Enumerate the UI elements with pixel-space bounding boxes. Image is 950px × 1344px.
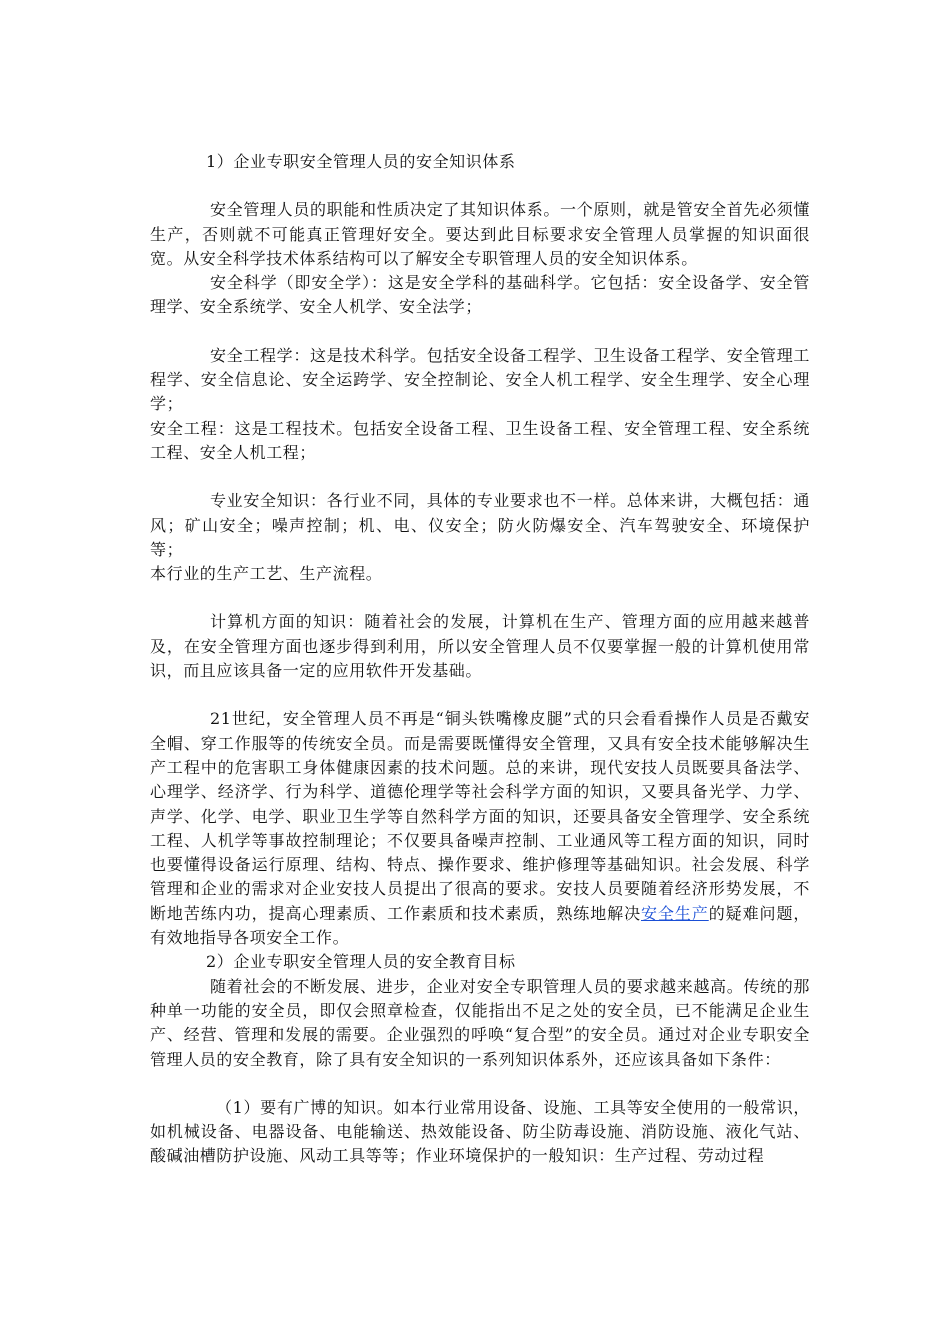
paragraph-safety-science: 安全科学（即安全学）：这是安全学科的基础科学。它包括：安全设备学、安全管理学、安全系统学、安全人机学、安全法学； <box>150 273 810 317</box>
document-page <box>150 150 810 1169</box>
section-2-heading: 2）企业专职安全管理人员的安全教育目标 <box>206 952 516 972</box>
paragraph-safety-engineering-science: 安全工程学：这是技术科学。包括安全设备工程学、卫生设备工程学、安全管理工程学、安全信息论、安全运跨学、安全控制论、安全人机工程学、安全生理学、安全心理学； <box>150 345 810 414</box>
paragraph-safety-engineering: 安全工程：这是工程技术。包括安全设备工程、卫生设备工程、安全管理工程、安全系统工程、安全人机工程； <box>150 418 810 462</box>
paragraph-production-process: 本行业的生产工艺、生产流程。 <box>150 564 383 584</box>
paragraph-professional-knowledge: 专业安全知识：各行业不同，具体的专业要求也不一样。总体来讲，大概包括：通风；矿山安全；噪声控制；机、电、仪安全；防火防爆安全、汽车驾驶安全、环境保护等； <box>150 491 810 559</box>
safety-production-link[interactable]: 安全生产 <box>641 903 709 923</box>
paragraph-21st-century-text: 21世纪，安全管理人员不再是“铜头铁嘴橡皮腿”式的只会看看操作人员是否戴安全帽、穿工作服等的传统安全员。而是需要既懂得安全管理，又具有安全技术能够解决生产工程中的危害职工身体健康因素的技术问题。总的来讲，现代安技人员既要具备法学、心理学、经济学、行为科学、道德伦理学等社会科学方面的知识，又要具备光学、力学、声学、化学、电学、职业卫生学等自然科学方面的知识，还要具备安全管理学、安全系统工程、人机学等事故控制理论；不仅要具备噪声控制、工业通风等工程方面的知识，同时也要懂得设备运行原理、结构、特点、操作要求、维护修理等基础知识。社会发展、科学管理和企业的需求对企业安技人员提出了很高的要求。安技人员要随着经济形势发展，不断地苦练内功，提高心理素质、工作素质和技术素质，熟练地解决 <box>150 709 810 923</box>
paragraph-21st-century-tail: 的疑难问题，有效地指导各项安全工作。 <box>150 903 810 948</box>
paragraph-item-1: （1）要有广博的知识。如本行业常用设备、设施、工具等安全使用的一般常识，如机械设备、电器设备、电能输送、热效能设备、防尘防毒设施、消防设施、液化气站、酸碱油槽防护设施、风动工具等等；作业环境保护的一般知识：生产过程、劳动过程 <box>150 1097 810 1166</box>
paragraph-computer-knowledge: 计算机方面的知识：随着社会的发展，计算机在生产、管理方面的应用越来越普及，在安全管理方面也逐步得到利用，所以安全管理人员不仅要掌握一般的计算机使用常识，而且应该具备一定的应用软件开发基础。 <box>150 612 810 681</box>
paragraph-21st-century <box>150 707 810 950</box>
section-1-heading: 1）企业专职安全管理人员的安全知识体系 <box>206 152 516 171</box>
paragraph-knowledge-system: 安全管理人员的职能和性质决定了其知识体系。一个原则，就是管安全首先必须懂生产，否则就不可能真正管理好安全。要达到此目标要求安全管理人员掌握的知识面很宽。从安全科学技术体系结构可以了解安全专职管理人员的安全知识体系。 <box>150 200 810 268</box>
paragraph-education-goal: 随着社会的不断发展、进步，企业对安全专职管理人员的要求越来越高。传统的那种单一功能的安全员，即仅会照章检查，仅能指出不足之处的安全员，已不能满足企业生产、经营、管理和发展的需要。企业强烈的呼唤“复合型”的安全员。通过对企业专职安全管理人员的安全教育，除了具有安全知识的一系列知识体系外，还应该具备如下条件： <box>150 976 810 1069</box>
